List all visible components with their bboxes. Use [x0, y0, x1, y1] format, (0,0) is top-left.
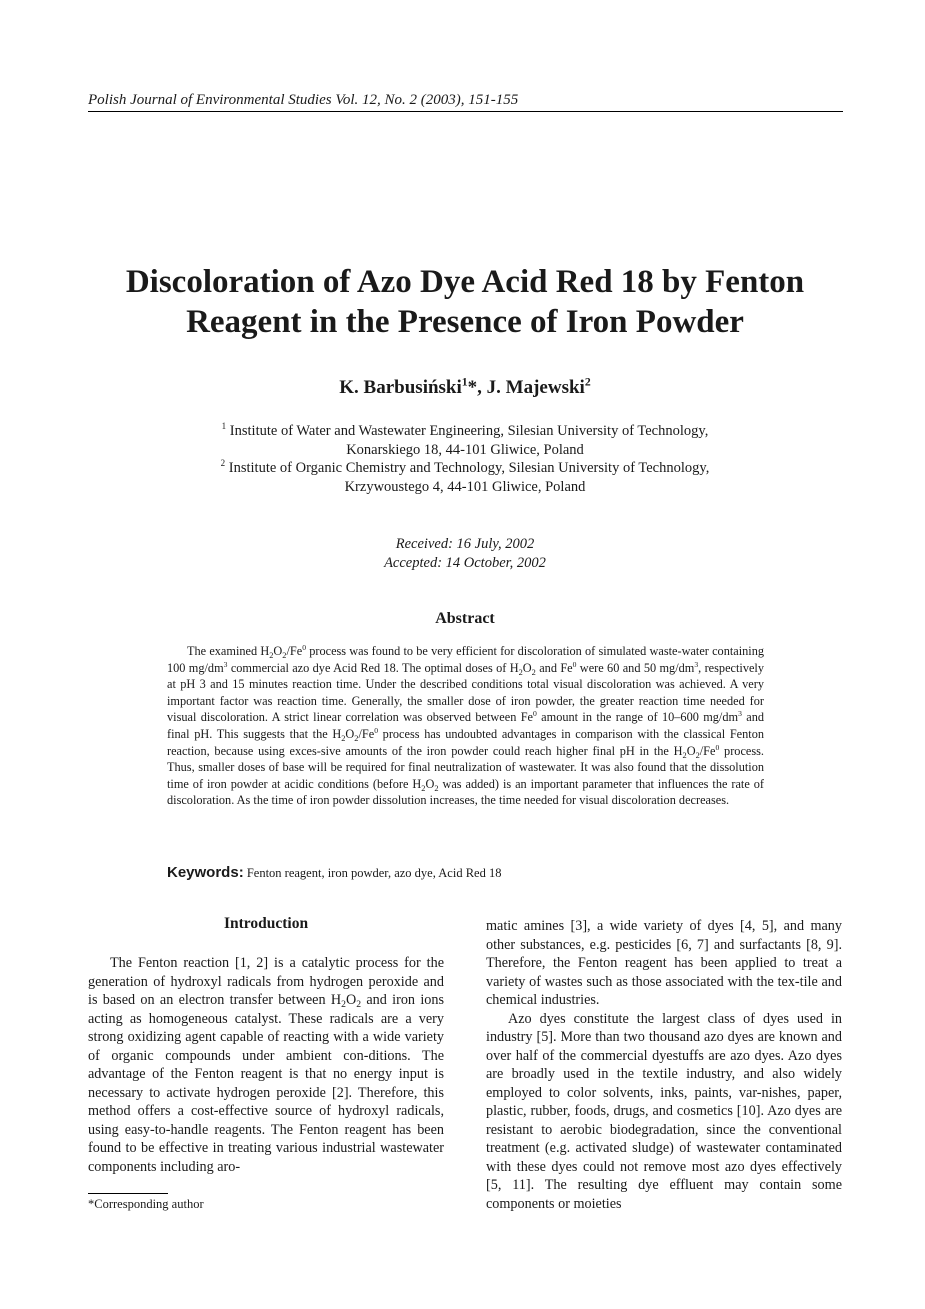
left-column [88, 954, 444, 1176]
affiliation-2 [60, 459, 870, 496]
keywords-list: Fenton reagent, iron powder, azo dye, Acid Red 18 [243, 866, 502, 880]
introduction-heading: Introduction [223, 915, 309, 932]
author-1-affil-mark: 1 [461, 375, 468, 389]
affiliation-address: Konarskiego 18, 44-101 Gliwice, Poland [346, 441, 584, 458]
title-line-2: Reagent in the Presence of Iron Powder [186, 304, 744, 340]
abstract-heading: Abstract [435, 610, 495, 627]
journal-header: Polish Journal of Environmental Studies Vol. 12, No. 2 (2003), 151-155 [88, 90, 843, 112]
author-list [60, 375, 870, 401]
affiliation-line: Institute of Water and Wastewater Engineering, Silesian University of Technology, [229, 423, 709, 439]
author-1-name: K. Barbusiński [339, 377, 462, 398]
intro-paragraph-3: Azo dyes constitute the largest class of dyes used in industry [5]. More than two thousand azo dyes are known and over half of the commercial dyestuffs are azo dyes. Azo dyes are broadly used in the textile industry, and also widely employed to color solvents, inks, paints, var-nishes, paper, plastic, rubber, foods, drugs, and cosmetics [10]. Azo dyes are resistant to aerobic biodegradation, since the conventional treatment (e.g. activated sludge) of wastewater contaminated with these dyes could not remove most azo dyes effectively [5, 11]. The resulting dye effluent may contain some components or moieties [486, 1010, 842, 1212]
affiliation-1 [60, 422, 870, 459]
accepted-date: Accepted: 14 October, 2002 [384, 555, 546, 571]
keywords [167, 863, 764, 883]
intro-paragraph-2: matic amines [3], a wide variety of dyes [4, 5], and many other substances, e.g. pesticides [6, 7] and surfactants [8, 9]. Therefore, the Fenton reagent has been applied to treat a variety of wastes such as those associated with the tex-tile and chemical industries. [486, 918, 842, 1008]
intro-paragraph-1: The Fenton reaction [1, 2] is a catalytic process for the generation of hydroxyl radicals from hydrogen peroxide and is based on an electron transfer between $H_2O_2$ and iron ions acting as homogeneous catalyst. These radicals are a very strong oxidizing agent capable of reacting with a wide variety of organic compounds under ambient con-ditions. The advantage of the Fenton reagent is that no energy input is necessary to activate hydrogen peroxide [2]. Therefore, this method offers a cost-effective source of hydroxyl radicals, using easy-to-handle reagents. The Fenton reagent has been found to be effective in treating various industrial wastewater components including aro- [88, 955, 444, 1175]
paper-title [60, 262, 870, 342]
abstract-text: The examined $H_2O_2/Fe^0$ process was found to be very efficient for discoloration of simulated waste-water containing 100 $mg/dm^3$ commercial azo dye Acid Red 18. The optimal doses of $H_2O_2$ and Fe$^0$ were 60 and 50 $mg/dm^3$, respectively at pH 3 and 15 minutes reaction time. Under the described conditions total visual discoloration was achieved. A very important factor was reaction time. Generally, the smaller dose of iron powder, the greater reaction time needed for visual discoloration. A strict linear correlation was observed between Fe$^0$ amount in the range of 10–600 $mg/dm^3$ and final pH. This suggests that the $H_2O_2/Fe^0$ process has undoubted advantages in comparison with the classical Fenton reaction, because using exces-sive amounts of the iron powder could reach higher final pH in the $H_2O_2/Fe^0$ process. Thus, smaller doses of base will be required for final neutralization of wastewater. It was also found that the dissolution time of iron powder at acidic conditions (before $H_2O_2$ was added) is an important parameter that influences the rate of discoloration. As the time of iron powder dissolution increases, the time needed for visual discoloration decreases. [167, 643, 765, 808]
author-2-affil-mark: 2 [584, 375, 591, 389]
author-2-name: J. Majewski [486, 377, 585, 398]
corresponding-mark: *, [467, 377, 487, 398]
received-date: Received: 16 July, 2002 [395, 536, 535, 552]
affiliation-line: Institute of Organic Chemistry and Technology, Silesian University of Technology, [228, 460, 710, 476]
affiliation-mark: 1 [221, 421, 227, 432]
footnote-rule [88, 1193, 168, 1194]
keywords-label: Keywords: [167, 864, 244, 881]
article-dates [60, 535, 870, 573]
footnote: *Corresponding author [88, 1197, 204, 1211]
affiliation-address: Krzywoustego 4, 44-101 Gliwice, Poland [344, 478, 586, 495]
affiliation-mark: 2 [220, 458, 226, 469]
title-line-1: Discoloration of Azo Dye Acid Red 18 by Fenton [125, 264, 805, 300]
right-column [486, 917, 842, 1213]
